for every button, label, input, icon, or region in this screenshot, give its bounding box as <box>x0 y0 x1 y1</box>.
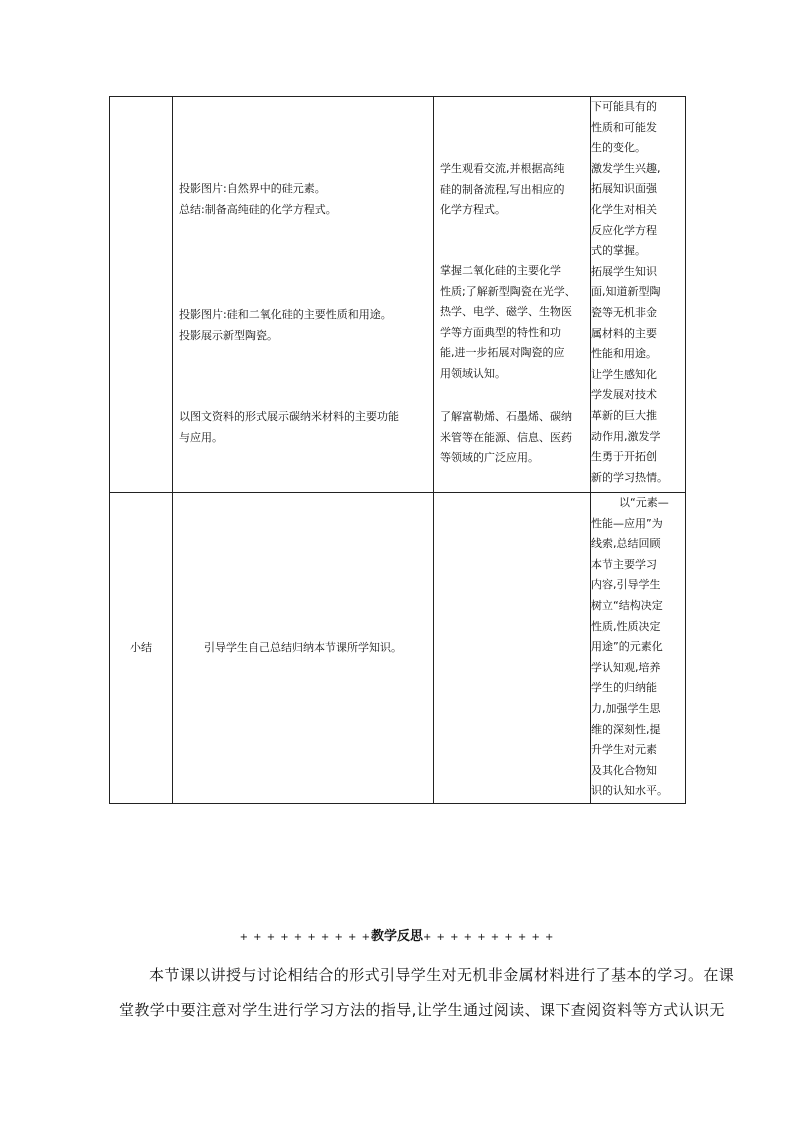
teacher-block: 以图文资料的形式展示碳纳米材料的主要功能 与应用。 <box>179 410 399 444</box>
reflection-paragraph <box>119 958 735 1028</box>
paragraph-line: 本节课以讲授与讨论相结合的形式引导学生对无机非金属材料进行了基本的学习。在课 <box>149 966 735 984</box>
teacher-activity-cell: 引导学生自己总结归纳本节课所学知识。 <box>173 493 434 804</box>
design-intent-cell: 以“元素— 性能—应用”为 线索,总结回顾 本节主要学习 内容,引导学生 树立“结构决定 性质,性质决定 用途”的元素化 学认知观,培养 学生的归纳能 力,加强学生思 维的深刻性,提 升学生对元素 及其化合物知 识的认知水平。 <box>591 493 686 804</box>
student-block: 了解富勒烯、石墨烯、碳纳 米管等在能源、信息、医药 等领域的广泛应用。 <box>440 410 572 465</box>
teacher-block: 投影图片:硅和二氧化硅的主要性质和用途。 投影展示新型陶瓷。 <box>179 308 392 342</box>
stage-cell <box>110 97 173 493</box>
divider-dots-right: + + + + + + + + + + <box>423 932 555 943</box>
reflection-heading <box>0 925 794 944</box>
table-row <box>110 97 686 493</box>
design-intent-cell: 下可能具有的 性质和可能发 生的变化。 激发学生兴趣, 拓展知识面强 化学生对相关 反应化学方程 式的掌握。 拓展学生知识 面,知道新型陶 瓷等无机非金 属材料的主要 性能和用途。 让学生感知化 学发展对技术 革新的巨大推 动作用,激发学 生勇于开拓创 新的学习热情。 <box>591 97 686 493</box>
student-activity-cell <box>434 493 591 804</box>
teacher-activity-cell <box>173 97 434 493</box>
table-row <box>110 493 686 804</box>
divider-dots-left: + + + + + + + + + + <box>239 932 371 943</box>
teacher-block: 投影图片:自然界中的硅元素。 总结:制备高纯硅的化学方程式。 <box>179 182 337 216</box>
paragraph-line: 堂教学中要注意对学生进行学习方法的指导,让学生通过阅读、课下查阅资料等方式认识无 <box>119 1001 725 1019</box>
stage-cell: 小结 <box>110 493 173 804</box>
lesson-plan-table <box>109 96 686 804</box>
student-activity-cell <box>434 97 591 493</box>
student-block: 掌握二氧化硅的主要化学 性质;了解新型陶瓷在光学、 热学、电学、磁学、生物医 学等方面典型的特性和功 能,进一步拓展对陶瓷的应 用领域认知。 <box>440 264 576 380</box>
student-block: 学生观看交流,并根据高纯 硅的制备流程,写出相应的 化学方程式。 <box>440 162 565 217</box>
reflection-title: 教学反思 <box>370 929 423 944</box>
